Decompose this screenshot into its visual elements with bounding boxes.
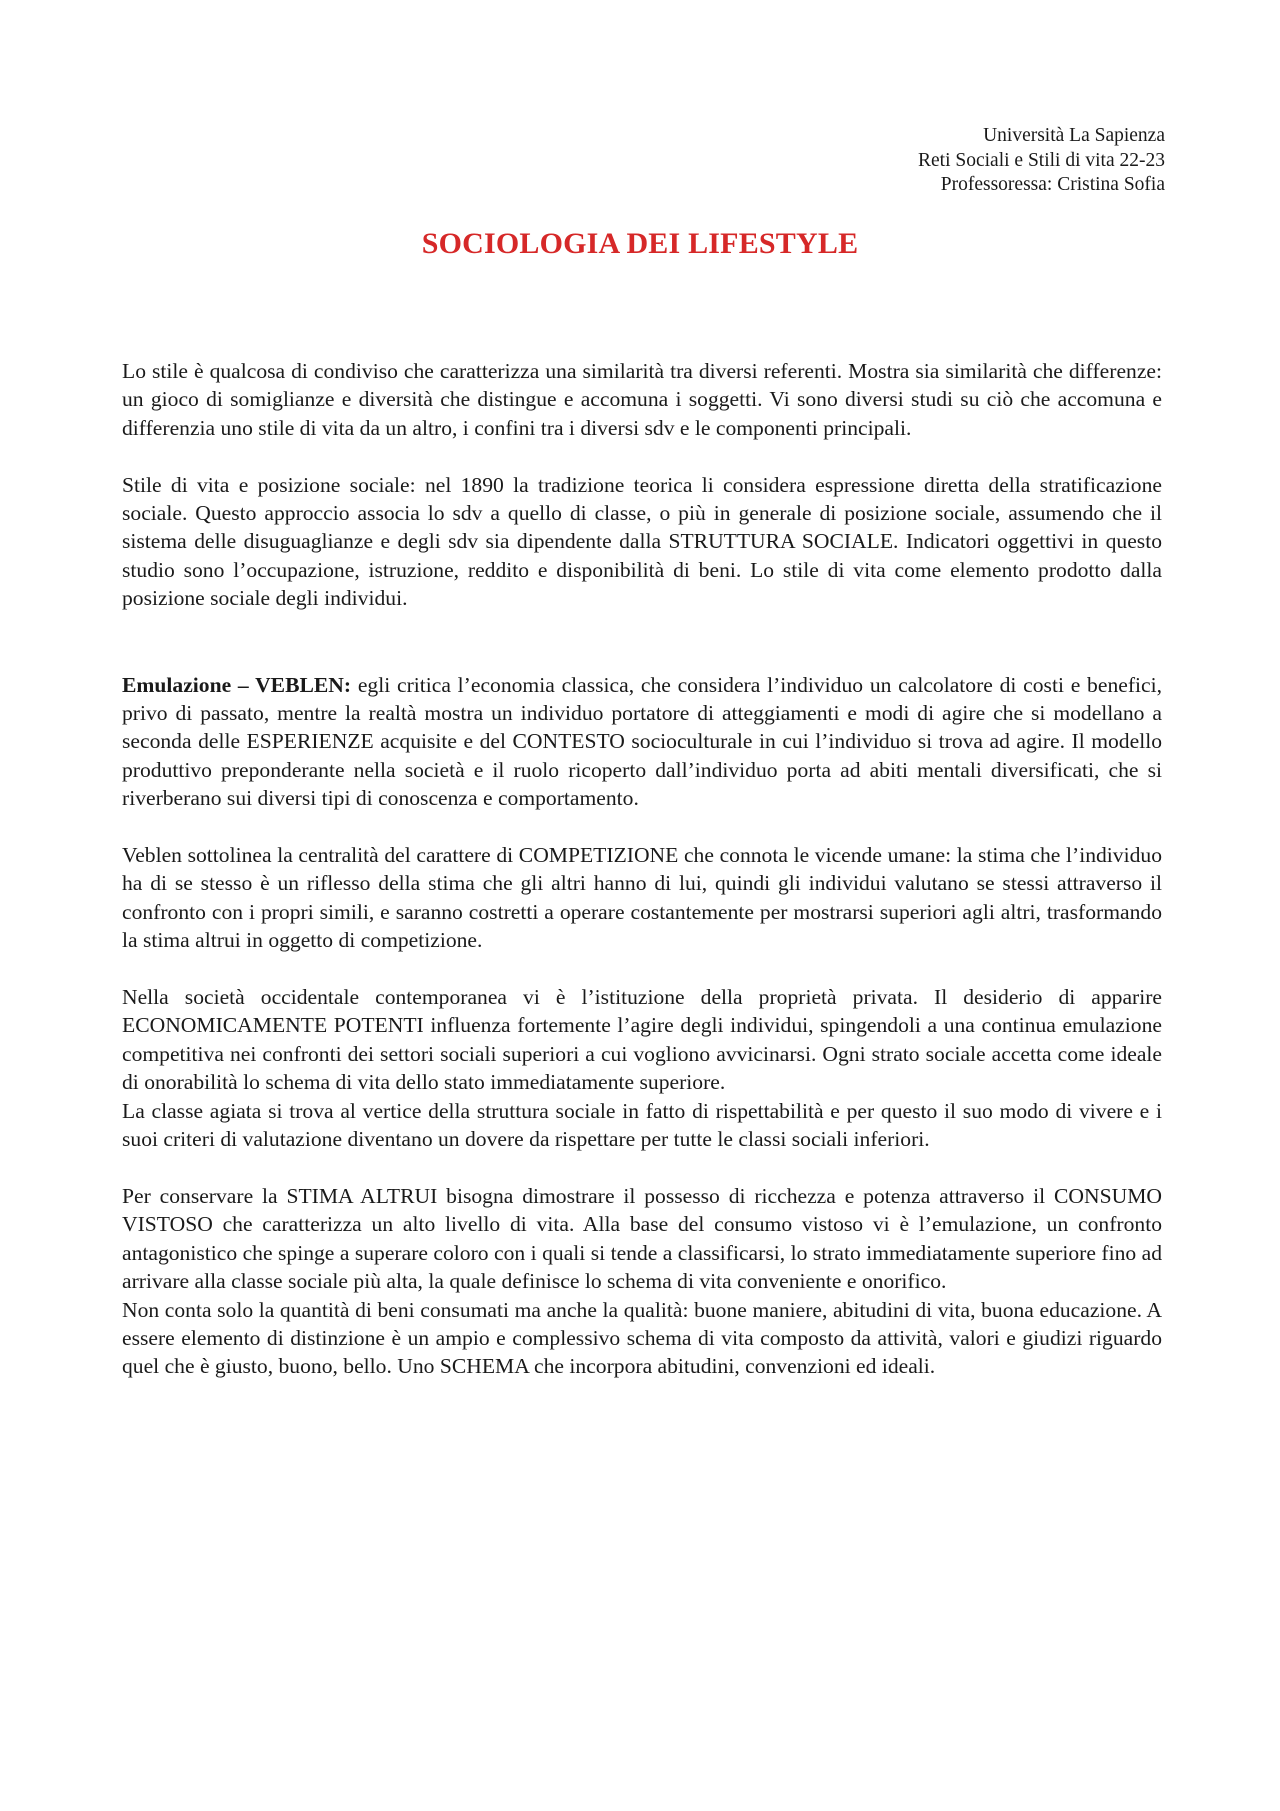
paragraph-leisure-class: La classe agiata si trova al vertice della struttura sociale in fatto di rispettabilità e per questo il suo modo di vivere e i suoi criteri di valutazione diventano un dovere da rispettare per tutte le classi sociali inferiori.	[122, 1098, 1162, 1152]
header-course: Reti Sociali e Stili di vita 22-23	[918, 149, 1165, 171]
document-title: SOCIOLOGIA DEI LIFESTYLE	[421, 227, 859, 260]
paragraph-veblen-text: egli critica l’economia classica, che considera l’individuo un calcolatore di costi e benefici, privo di passato, mentre la realtà mostra un individuo portatore di atteggiamenti e modi di agire che si modellano a seconda delle ESPERIENZE acquisite e del CONTESTO socioculturale in cui l’individuo si trova ad agire. Il modello produttivo preponderante nella società e il ruolo ricoperto dall’individuo porta ad abiti mentali diversificati, che si riverberano sui diversi tipi di conoscenza e comportamento.	[122, 672, 1162, 811]
header-professor: Professoressa: Cristina Sofia	[940, 174, 1165, 195]
paragraph-conspicuous-consumption: Per conservare la STIMA ALTRUI bisogna dimostrare il possesso di ricchezza e potenza attraverso il CONSUMO VISTOSO che caratterizza un alto livello di vita. Alla base del consumo vistoso vi è l’emulazione, un confronto antagonistico che spinge a superare coloro con i quali si tende a classificarsi, lo strato immediatamente superiore fino ad arrivare alla classe sociale più alta, la quale definisce lo schema di vita conveniente e onorifico.	[122, 1183, 1162, 1294]
paragraph-private-property: Nella società occidentale contemporanea vi è l’istituzione della proprietà privata. Il desiderio di apparire ECONOMICAMENTE POTENTI influenza fortemente l’agire degli individui, spingendoli a una continua emulazione competitiva nei confronti dei settori sociali superiori a cui vogliono avvicinarsi. Ogni strato sociale accetta come ideale di onorabilità lo schema di vita dello stato immediatamente superiore.	[122, 985, 1162, 1095]
header-university: Università La Sapienza	[983, 125, 1165, 146]
paragraph-veblen	[122, 671, 1162, 813]
paragraph-social-position: Stile di vita e posizione sociale: nel 1890 la tradizione teorica li considera espressione diretta della stratificazione sociale. Questo approccio associa lo sdv a quello di classe, o più in generale di posizione sociale, assumendo che il sistema delle disuguaglianze e degli sdv sia dipendente dalla STRUTTURA SOCIALE. Indicatori oggettivi in questo studio sono l’occupazione, istruzione, reddito e disponibilità di beni. Lo stile di vita come elemento prodotto dalla posizione sociale degli individui.	[122, 472, 1162, 611]
paragraph-quality: Non conta solo la quantità di beni consumati ma anche la qualità: buone maniere, abitudini di vita, buona educazione. A essere elemento di distinzione è un ampio e complessivo schema di vita composto da attività, valori e giudizi riguardo quel che è giusto, buono, bello. Uno SCHEMA che incorpora abitudini, convenzioni ed ideali.	[122, 1297, 1162, 1379]
document-header	[918, 124, 1165, 198]
document-body	[122, 357, 1162, 1381]
paragraph-competition: Veblen sottolinea la centralità del carattere di COMPETIZIONE che connota le vicende umane: la stima che l’individuo ha di se stesso è un riflesso della stima che gli altri hanno di lui, quindi gli individui valutano se stessi attraverso il confronto con i propri simili, e saranno costretti a operare costantemente per mostrarsi superiori agli altri, trasformando la stima altrui in oggetto di competizione.	[122, 843, 1162, 953]
paragraph-veblen-lead: Emulazione – VEBLEN:	[122, 672, 352, 697]
paragraph-intro: Lo stile è qualcosa di condiviso che caratterizza una similarità tra diversi referenti. Mostra sia similarità che differenze: un gioco di somiglianze e diversità che distingue e accomuna i soggetti. Vi sono diversi studi su ciò che accomuna e differenzia uno stile di vita da un altro, i confini tra i diversi sdv e le componenti principali.	[122, 359, 1162, 440]
